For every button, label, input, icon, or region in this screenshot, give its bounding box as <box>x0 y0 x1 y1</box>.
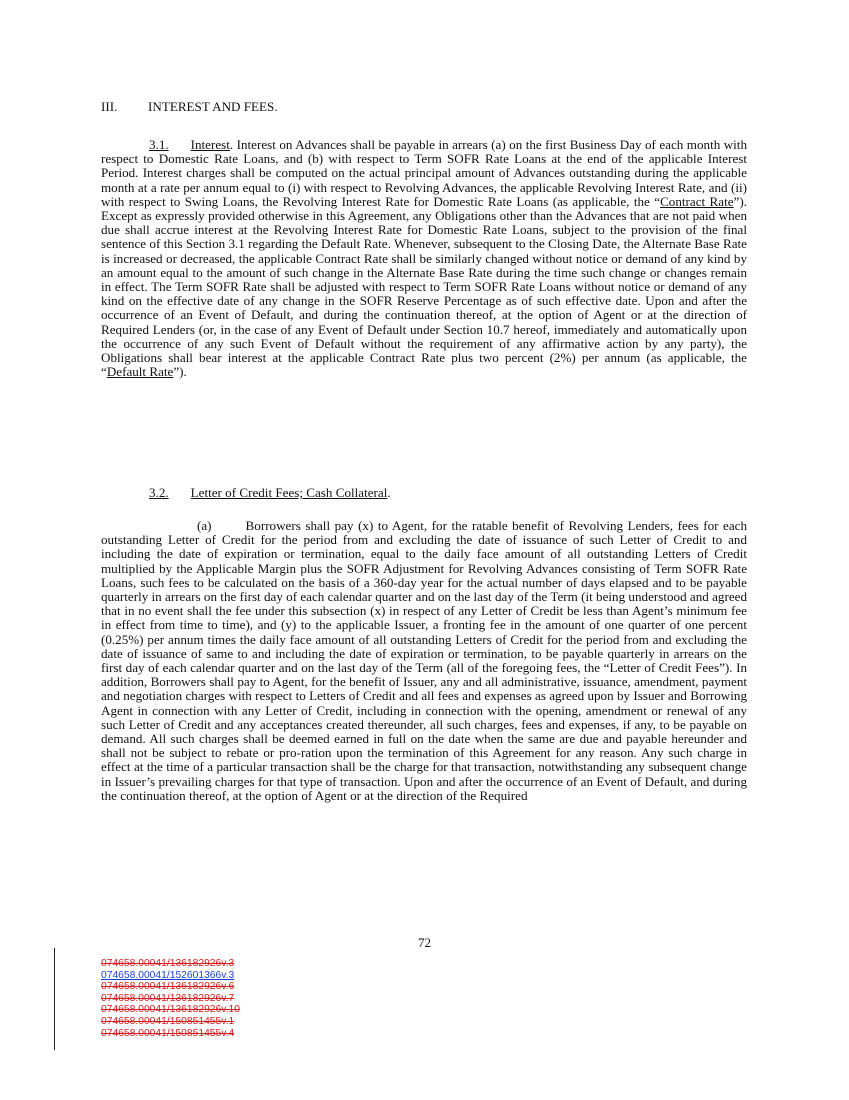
section-3-2-number: 3.2. <box>149 485 169 500</box>
section-3-1-text-c: ”). <box>173 364 187 380</box>
section-3-1-text-a: . Interest on Advances shall be payable in arrears (a) on the first Business Day of each month with respect to Domestic Rate Loans, and (b) with respect to Term SOFR Rate Loans at the end of the applicable Interest Period. Interest charges shall be computed on the actual principal amount of Advances outstanding during the applicable month at a rate per annum equal to (i) with respect to Revolving Advances, the applicable Revolving Interest Rate, and (ii) with respect to Swing Loans, the Revolving Interest Rate for Domestic Rate Loans (as applicable, the “ <box>101 137 747 209</box>
footer-ref-inserted: 074658.00041/152601366v.3 <box>101 969 235 981</box>
section-3-2-a-paragraph <box>101 519 747 803</box>
document-reference-footer <box>101 958 240 1039</box>
section-3-1-heading: Interest <box>190 137 230 152</box>
section-title: INTEREST AND FEES. <box>148 99 278 114</box>
section-3-1-number: 3.1. <box>149 137 169 152</box>
footer-ref-deleted: 074658.00041/136182926v.3 <box>101 958 235 969</box>
subsection-label: (a) <box>197 518 212 533</box>
footer-ref-deleted: 074658.00041/136182926v.6 <box>101 981 235 993</box>
defined-term-contract-rate: Contract Rate <box>660 193 734 209</box>
section-number: III. <box>101 99 118 114</box>
footer-ref-deleted: 074658.00041/150851455v.1 <box>101 1015 235 1027</box>
footer-ref-deleted: 074658.00041/136182926v.7 <box>101 992 235 1004</box>
section-heading <box>101 100 701 114</box>
footer-ref-deleted: 074658.00041/150851455v.4 <box>101 1027 235 1039</box>
section-3-1-paragraph <box>101 138 747 379</box>
revision-change-bar <box>54 948 55 1050</box>
footer-ref-deleted: 074658.00041/136182926v.10 <box>101 1004 240 1016</box>
section-3-2-heading <box>149 486 391 500</box>
section-3-2-title: Letter of Credit Fees; Cash Collateral <box>190 485 388 500</box>
section-3-2-a-text: Borrowers shall pay (x) to Agent, for the ratable benefit of Revolving Lenders, fees for each outstanding Letter of Credit for the period from and excluding the date of issuance of such Letter of Credit to and including the date of expiration or termination, equal to the daily face amount of all outstanding Letters of Credit multiplied by the Applicable Margin plus the SOFR Adjustment for Revolving Advances consisting of Term SOFR Rate Loans, such fees to be calculated on the basis of a 360-day year for the actual number of days elapsed and to be payable quarterly in arrears on the first day of each calendar quarter and on the last day of the Term (it being understood and agreed that in no event shall the fee under this subsection (x) in respect of any Letter of Credit be less than Agent’s minimum fee in effect from time to time), and (y) to the applicable Issuer, a fronting fee in the amount of one quarter of one percent (0.25%) per annum times the daily face amount of all outstanding Letters of Credit for the period from and excluding the date of issuance of same to and including the date of expiration or termination, to be payable quarterly in arrears on the first day of each calendar quarter and on the last day of the Term (all of the foregoing fees, the “Letter of Credit Fees”). In addition, Borrowers shall pay to Agent, for the benefit of Issuer, any and all administrative, issuance, amendment, payment and negotiation charges with respect to Letters of Credit and all fees and expenses as agreed upon by Issuer and Borrowing Agent in connection with any Letter of Credit, including in connection with the opening, amendment or renewal of any such Letter of Credit and any acceptances created thereunder, all such charges, fees and expenses, if any, to be payable on demand. All such charges shall be deemed earned in full on the date when the same are due and payable hereunder and shall not be subject to rebate or pro-ration upon the termination of this Agreement for any reason. Any such charge in effect at the time of a particular transaction shall be the charge for that transaction, notwithstanding any subsequent change in Issuer’s prevailing charges for that type of transaction. Upon and after the occurrence of an Event of Default, and during the continuation thereof, at the option of Agent or at the direction of the Required <box>101 518 747 803</box>
defined-term-default-rate: Default Rate <box>106 364 174 380</box>
page-number: 72 <box>417 935 432 950</box>
section-3-1-text-b: ”). Except as expressly provided otherwise in this Agreement, any Obligations other than the Advances that are not paid when due shall accrue interest at the Revolving Interest Rate for Domestic Rate Loans, subject to the provision of the final sentence of this Section 3.1 regarding the Default Rate. Whenever, subsequent to the Closing Date, the Alternate Base Rate is increased or decreased, the applicable Contract Rate shall be similarly changed without notice or demand of any kind by an amount equal to the amount of such change in the Alternate Base Rate during the time such change or changes remain in effect. The Term SOFR Rate shall be adjusted with respect to Term SOFR Rate Loans without notice or demand of any kind on the effective date of any change in the SOFR Reserve Percentage as of such effective date. Upon and after the occurrence of an Event of Default, and during the continuation thereof, at the option of Agent or at the direction of Required Lenders (or, in the case of any Event of Default under Section 10.7 hereof, immediately and automatically upon the occurrence of any such Event of Default without the requirement of any affirmative action by any party), the Obligations shall bear interest at the applicable Contract Rate plus two percent (2%) per annum (as applicable, the “ <box>101 193 747 380</box>
section-3-2-title-end: . <box>387 485 391 500</box>
